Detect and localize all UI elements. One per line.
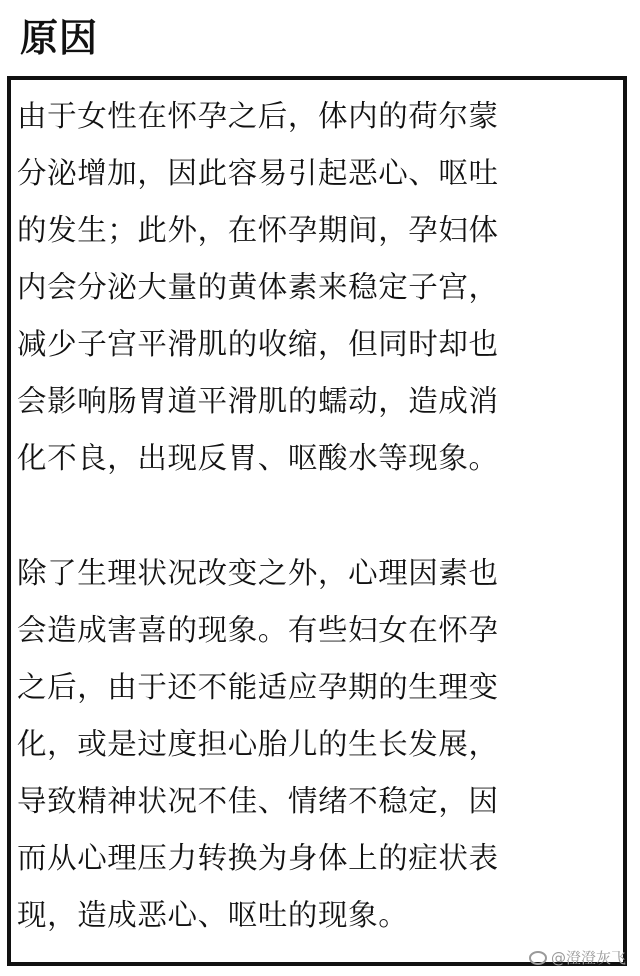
text-line: 之后，由于还不能适应孕期的生理变 bbox=[17, 670, 499, 704]
text-line: 化，或是过度担心胎儿的生长发展， bbox=[17, 727, 499, 761]
text-line: 分泌增加，因此容易引起恶心、呕吐 bbox=[17, 156, 499, 190]
paragraph-1 bbox=[17, 88, 621, 487]
text-line: 除了生理状况改变之外，心理因素也 bbox=[17, 556, 499, 590]
text-line: 化不良，出现反胃、呕酸水等现象。 bbox=[17, 441, 499, 475]
text-line: 会造成害喜的现象。有些妇女在怀孕 bbox=[17, 613, 499, 647]
paragraph-2 bbox=[17, 545, 621, 944]
text-line: 减少子宫平滑肌的收缩，但同时却也 bbox=[17, 327, 499, 361]
watermark-text: @澄澄灰飞 bbox=[550, 949, 626, 967]
text-line: 导致精神状况不佳、情绪不稳定，因 bbox=[17, 784, 499, 818]
text-line: 现，造成恶心、呕吐的现象。 bbox=[17, 898, 409, 932]
text-line: 会影响肠胃道平滑肌的蠕动，造成消 bbox=[17, 384, 499, 418]
watermark bbox=[529, 947, 626, 968]
text-line: 内会分泌大量的黄体素来稳定子宫， bbox=[17, 270, 499, 304]
text-line: 而从心理压力转换为身体上的症状表 bbox=[17, 841, 499, 875]
text-line: 由于女性在怀孕之后，体内的荷尔蒙 bbox=[17, 99, 499, 133]
text-line: 的发生；此外，在怀孕期间，孕妇体 bbox=[17, 213, 499, 247]
page-title: 原因 bbox=[20, 16, 99, 60]
weibo-icon bbox=[529, 951, 547, 965]
